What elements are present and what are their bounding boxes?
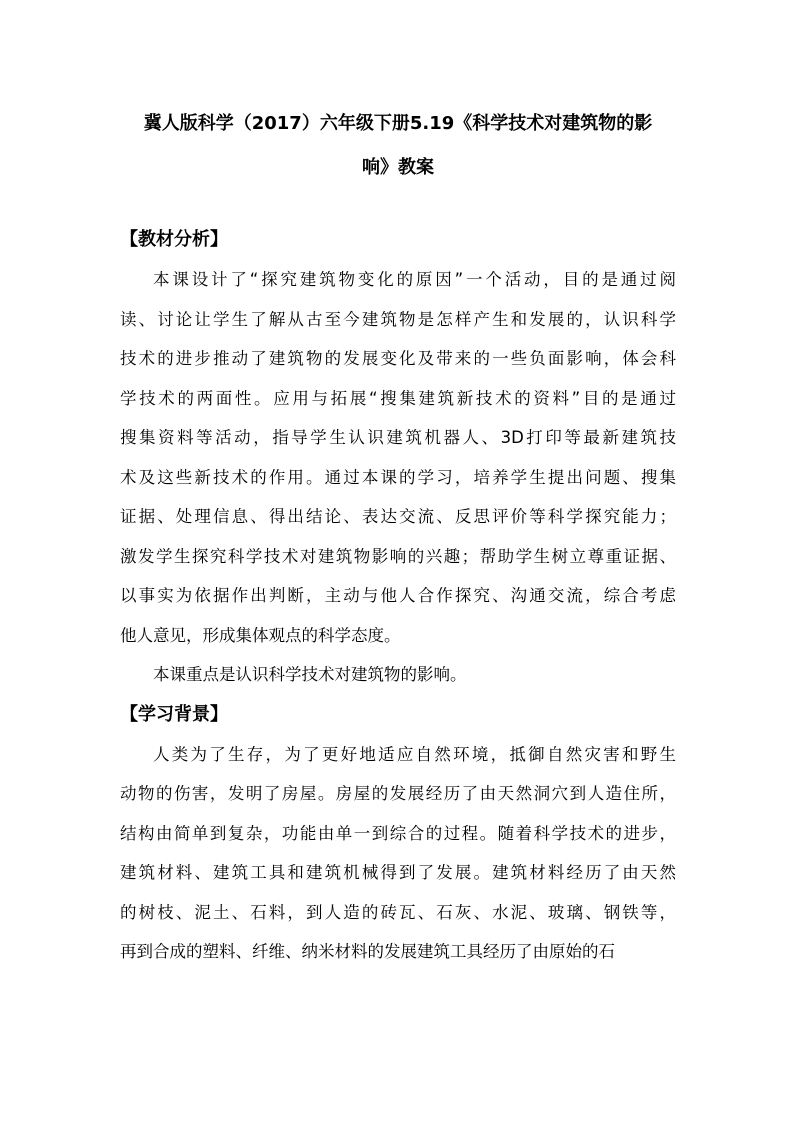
document-body bbox=[120, 220, 676, 972]
title-line: 冀人版科学（2017）六年级下册5.19《科学技术对建筑物的影 bbox=[143, 113, 653, 134]
body-paragraph bbox=[120, 260, 676, 655]
paragraph-line: 读、讨论让学生了解从古至今建筑物是怎样产生和发展的，认识科学 bbox=[120, 309, 676, 329]
paragraph-line: 激发学生探究科学技术对建筑物影响的兴趣；帮助学生树立尊重证据、 bbox=[120, 546, 676, 566]
paragraph-line: 本课重点是认识科学技术对建筑物的影响。 bbox=[153, 665, 467, 684]
paragraph-line: 结构由简单到复杂，功能由单一到综合的过程。随着科学技术的进步， bbox=[120, 823, 676, 843]
section-heading: 【教材分析】 bbox=[120, 229, 228, 250]
paragraph-line: 术及这些新技术的作用。通过本课的学习，培养学生提出问题、搜集 bbox=[120, 467, 676, 487]
paragraph-line: 他人意见，形成集体观点的科学态度。 bbox=[120, 625, 401, 645]
section-heading: 【学习背景】 bbox=[120, 703, 228, 725]
body-paragraph bbox=[120, 655, 676, 695]
paragraph-line: 再到合成的塑料、纤维、纳米材料的发展建筑工具经历了由原始的石 bbox=[120, 942, 615, 961]
paragraph-line: 的树枝、泥土、石料，到人造的砖瓦、石灰、水泥、玻璃、钢铁等， bbox=[120, 902, 676, 922]
document-title bbox=[120, 102, 676, 190]
paragraph-line: 搜集资料等活动，指导学生认识建筑机器人、3D打印等最新建筑技 bbox=[120, 428, 676, 447]
paragraph-line: 证据、处理信息、得出结论、表达交流、反思评价等科学探究能力； bbox=[120, 507, 676, 526]
paragraph-line: 技术的进步推动了建筑物的发展变化及带来的一些负面影响，体会科 bbox=[120, 349, 676, 368]
title-line: 响》教案 bbox=[362, 157, 434, 178]
body-paragraph bbox=[120, 735, 676, 972]
paragraph-line: 本课设计了“探究建筑物变化的原因”一个活动，目的是通过阅 bbox=[153, 270, 676, 289]
paragraph-line: 学技术的两面性。应用与拓展“搜集建筑新技术的资料”目的是通过 bbox=[120, 388, 676, 408]
paragraph-line: 动物的伤害，发明了房屋。房屋的发展经历了由天然洞穴到人造住所， bbox=[120, 784, 676, 803]
paragraph-line: 人类为了生存，为了更好地适应自然环境，抵御自然灾害和野生 bbox=[153, 744, 676, 764]
paragraph-line: 以事实为依据作出判断，主动与他人合作探究、沟通交流，综合考虑 bbox=[120, 586, 676, 605]
paragraph-line: 建筑材料、建筑工具和建筑机械得到了发展。建筑材料经历了由天然 bbox=[120, 863, 676, 882]
